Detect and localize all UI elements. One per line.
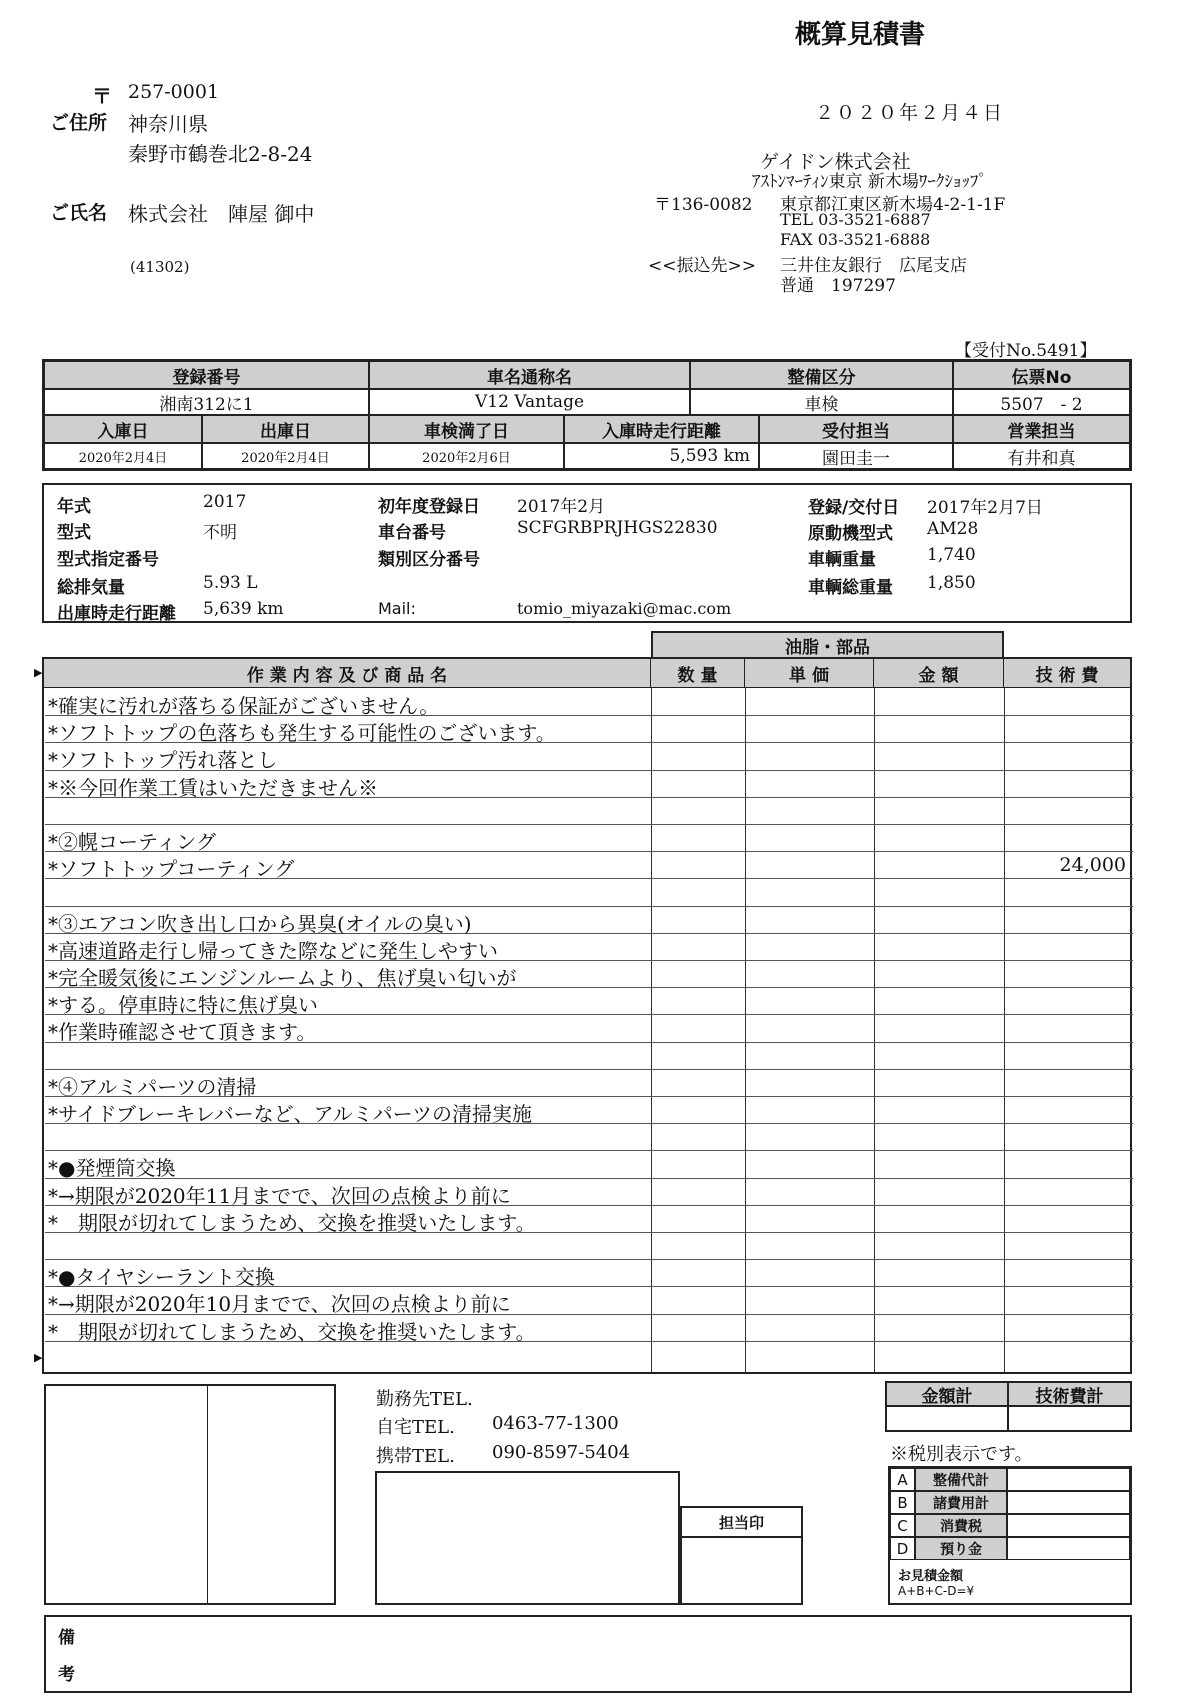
work-row-description: *④アルミパーツの清掃 (48, 1074, 257, 1099)
totals-item-value (1007, 1491, 1130, 1514)
totals-item-value (1007, 1537, 1130, 1560)
work-row-description: *する。停車時に特に焦げ臭い (48, 993, 318, 1018)
category-label: 類別区分番号 (378, 550, 480, 570)
work-row-description: *ソフトトップ汚れ落とし (48, 748, 278, 773)
estimate-label: お見積金額 (898, 1569, 964, 1584)
model-label: 型式 (57, 523, 91, 543)
home-tel: 0463-77-1300 (492, 1413, 619, 1434)
work-row-description: *●発煙筒交換 (48, 1156, 176, 1181)
issue-date: ２０２０年２月４日 (815, 102, 1005, 124)
slip-number: 5507 - 2 (953, 389, 1130, 415)
header-slip-no: 伝票No (953, 361, 1130, 389)
totals-item-label: 整備代計 (915, 1468, 1007, 1491)
row-divider (45, 824, 1133, 825)
work-row-description: *完全暖気後にエンジンルームより、焦げ臭い匂いが (48, 966, 517, 990)
work-row-description: *ソフトトップの色落ちも発生する可能性のございます。 (48, 721, 556, 746)
estimate-formula: A+B+C-D=¥ (898, 1584, 975, 1598)
totals-item-value (1007, 1468, 1130, 1491)
customer-name: 株式会社 陣屋 御中 (128, 202, 315, 226)
bank-label: <<振込先>> (648, 256, 756, 276)
amount-total-value (885, 1405, 1009, 1432)
totals-item-label: 預り金 (915, 1537, 1007, 1560)
row-divider (45, 1178, 1133, 1179)
gross-weight-value: 1,850 (927, 573, 976, 593)
col-description: 作 業 内 容 及 び 商 品 名 (44, 659, 651, 688)
blank-box-left (44, 1384, 336, 1605)
stamp-label: 担当印 (680, 1506, 803, 1538)
work-row-description: *作業時確認させて頂きます。 (48, 1020, 317, 1045)
header-in-date: 入庫日 (44, 415, 202, 443)
inspection-expiry: 2020年2月6日 (369, 443, 564, 469)
totals-item-key: D (890, 1537, 915, 1560)
sales-staff: 有井和真 (953, 443, 1130, 469)
totals-item-label: 諸費用計 (915, 1491, 1007, 1514)
work-row-description: * 期限が切れてしまうため、交換を推奨いたします。 (48, 1210, 536, 1235)
engine-value: AM28 (927, 519, 979, 539)
first-reg-value: 2017年2月 (517, 497, 606, 517)
header-registration-number: 登録番号 (44, 361, 369, 389)
weight-label: 車輌重量 (808, 550, 876, 570)
row-marker-top: ▶ (34, 666, 43, 679)
in-date: 2020年2月4日 (44, 443, 202, 469)
vehicle-table (42, 359, 1132, 471)
col-unit-price: 単 価 (745, 659, 874, 688)
remarks-box (44, 1615, 1132, 1693)
col-divider (745, 688, 746, 1372)
home-tel-label: 自宅TEL. (376, 1417, 455, 1438)
out-date: 2020年2月4日 (202, 443, 369, 469)
year-label: 年式 (57, 497, 91, 517)
chassis-label: 車台番号 (378, 523, 446, 543)
header-inspection-expiry: 車検満了日 (369, 415, 564, 443)
registration-number: 湘南312に1 (44, 389, 369, 415)
reg-delivery-label: 登録/交付日 (808, 498, 900, 518)
model-value: 不明 (203, 523, 237, 543)
col-quantity: 数 量 (651, 659, 745, 688)
header-service-type: 整備区分 (690, 361, 953, 389)
mobile-tel: 090-8597-5404 (492, 1442, 631, 1463)
work-row-description: *②幌コーティング (48, 830, 216, 854)
work-row-tech-fee: 24,000 (1059, 854, 1126, 877)
service-type: 車検 (690, 389, 953, 415)
work-row-description: *高速道路走行し帰ってきた際などに発生しやすい (48, 938, 498, 963)
weight-value: 1,740 (927, 545, 976, 565)
header-reception-staff: 受付担当 (759, 415, 953, 443)
name-label: ご氏名 (50, 202, 108, 224)
out-mileage-label: 出庫時走行距離 (57, 604, 176, 624)
col-amount: 金 額 (874, 659, 1004, 688)
out-mileage-value: 5,639 km (203, 599, 284, 619)
stamp-area (680, 1536, 803, 1605)
header-in-mileage: 入庫時走行距離 (564, 415, 759, 443)
gross-weight-label: 車輌総重量 (808, 578, 893, 598)
work-row-description: *※今回作業工賃はいただきません※ (48, 775, 378, 800)
mail-value: tomio_miyazaki@mac.com (517, 599, 732, 618)
page-title: 概算見積書 (795, 20, 926, 50)
work-row-description: *→期限が2020年11月までで、次回の点検より前に (48, 1183, 511, 1208)
company-branch: ｱｽﾄﾝﾏｰﾃｨﾝ東京 新木場ﾜｰｸｼｮｯﾌﾟ (752, 172, 987, 192)
work-tel-label: 勤務先TEL. (376, 1389, 473, 1410)
col-divider (651, 688, 652, 1372)
row-divider (45, 1259, 1133, 1260)
work-row-description: *確実に汚れが落ちる保証がございません。 (48, 694, 440, 718)
totals-item-key: A (890, 1468, 915, 1491)
tech-total-label: 技術費計 (1007, 1381, 1132, 1407)
customer-id: (41302) (130, 258, 190, 276)
postal-mark: 〒 (92, 84, 112, 108)
work-row-description: *ソフトトップコーティング (48, 857, 295, 882)
header-car-name: 車名通称名 (369, 361, 690, 389)
col-divider (1004, 688, 1005, 1372)
company-name: ゲイドン株式会社 (760, 151, 911, 173)
engine-label: 原動機型式 (808, 524, 893, 544)
remarks-label-1: 備 (58, 1628, 75, 1648)
company-bank: 三井住友銀行 広尾支店 (780, 256, 967, 276)
work-row-description: *③エアコン吹き出し口から異臭(オイルの臭い) (48, 911, 472, 936)
mail-label: Mail: (378, 599, 416, 618)
work-row-description: *サイドブレーキレバーなど、アルミパーツの清掃実施 (48, 1102, 532, 1126)
header-out-date: 出庫日 (202, 415, 369, 443)
row-divider (45, 906, 1133, 907)
stamp-box (375, 1471, 680, 1605)
reg-delivery-value: 2017年2月7日 (927, 498, 1043, 518)
totals-item-value (1007, 1514, 1130, 1537)
work-row-description: * 期限が切れてしまうため、交換を推奨いたします。 (48, 1319, 536, 1344)
amount-total-label: 金額計 (885, 1381, 1009, 1407)
totals-item-key: C (890, 1514, 915, 1537)
displacement-value: 5.93 L (203, 573, 258, 593)
in-mileage: 5,593 km (564, 443, 759, 469)
chassis-value: SCFGRBPRJHGS22830 (517, 518, 718, 538)
work-row-description: *●タイヤシーラント交換 (48, 1265, 275, 1290)
tech-total-value (1007, 1405, 1132, 1432)
mobile-tel-label: 携帯TEL. (376, 1446, 455, 1467)
model-designation-label: 型式指定番号 (57, 550, 159, 570)
totals-item-label: 消費税 (915, 1514, 1007, 1537)
displacement-label: 総排気量 (57, 578, 125, 598)
company-fax: FAX 03-3521-6888 (780, 230, 931, 249)
work-row-description: *→期限が2020年10月までで、次回の点検より前に (48, 1292, 511, 1317)
row-divider (45, 1069, 1133, 1070)
customer-postal-code: 257-0001 (128, 81, 220, 103)
receipt-number: 【受付No.5491】 (955, 341, 1097, 361)
remarks-label-2: 考 (58, 1665, 75, 1685)
customer-address-line1: 神奈川県 (128, 112, 208, 136)
first-reg-label: 初年度登録日 (378, 497, 480, 517)
row-marker-bottom: ▶ (34, 1351, 43, 1364)
parts-header: 油脂・部品 (651, 631, 1004, 658)
company-account: 普通 197297 (780, 276, 896, 296)
col-tech-fee: 技 術 費 (1004, 659, 1130, 688)
company-address: 東京都江東区新木場4-2-1-1F (780, 195, 1006, 215)
col-divider (874, 688, 875, 1372)
year-value: 2017 (203, 492, 247, 512)
address-label: ご住所 (50, 112, 108, 134)
row-divider (45, 1150, 1133, 1151)
company-tel: TEL 03-3521-6887 (780, 210, 931, 229)
totals-item-key: B (890, 1491, 915, 1514)
header-sales-staff: 営業担当 (953, 415, 1130, 443)
car-name: V12 Vantage (369, 389, 690, 415)
reception-staff: 園田圭一 (759, 443, 953, 469)
customer-address-line2: 秦野市鶴巻北2-8-24 (128, 142, 313, 166)
tax-note: ※税別表示です。 (890, 1444, 1033, 1465)
company-postal: 〒136-0082 (654, 195, 753, 215)
blank-box-divider (207, 1386, 208, 1603)
